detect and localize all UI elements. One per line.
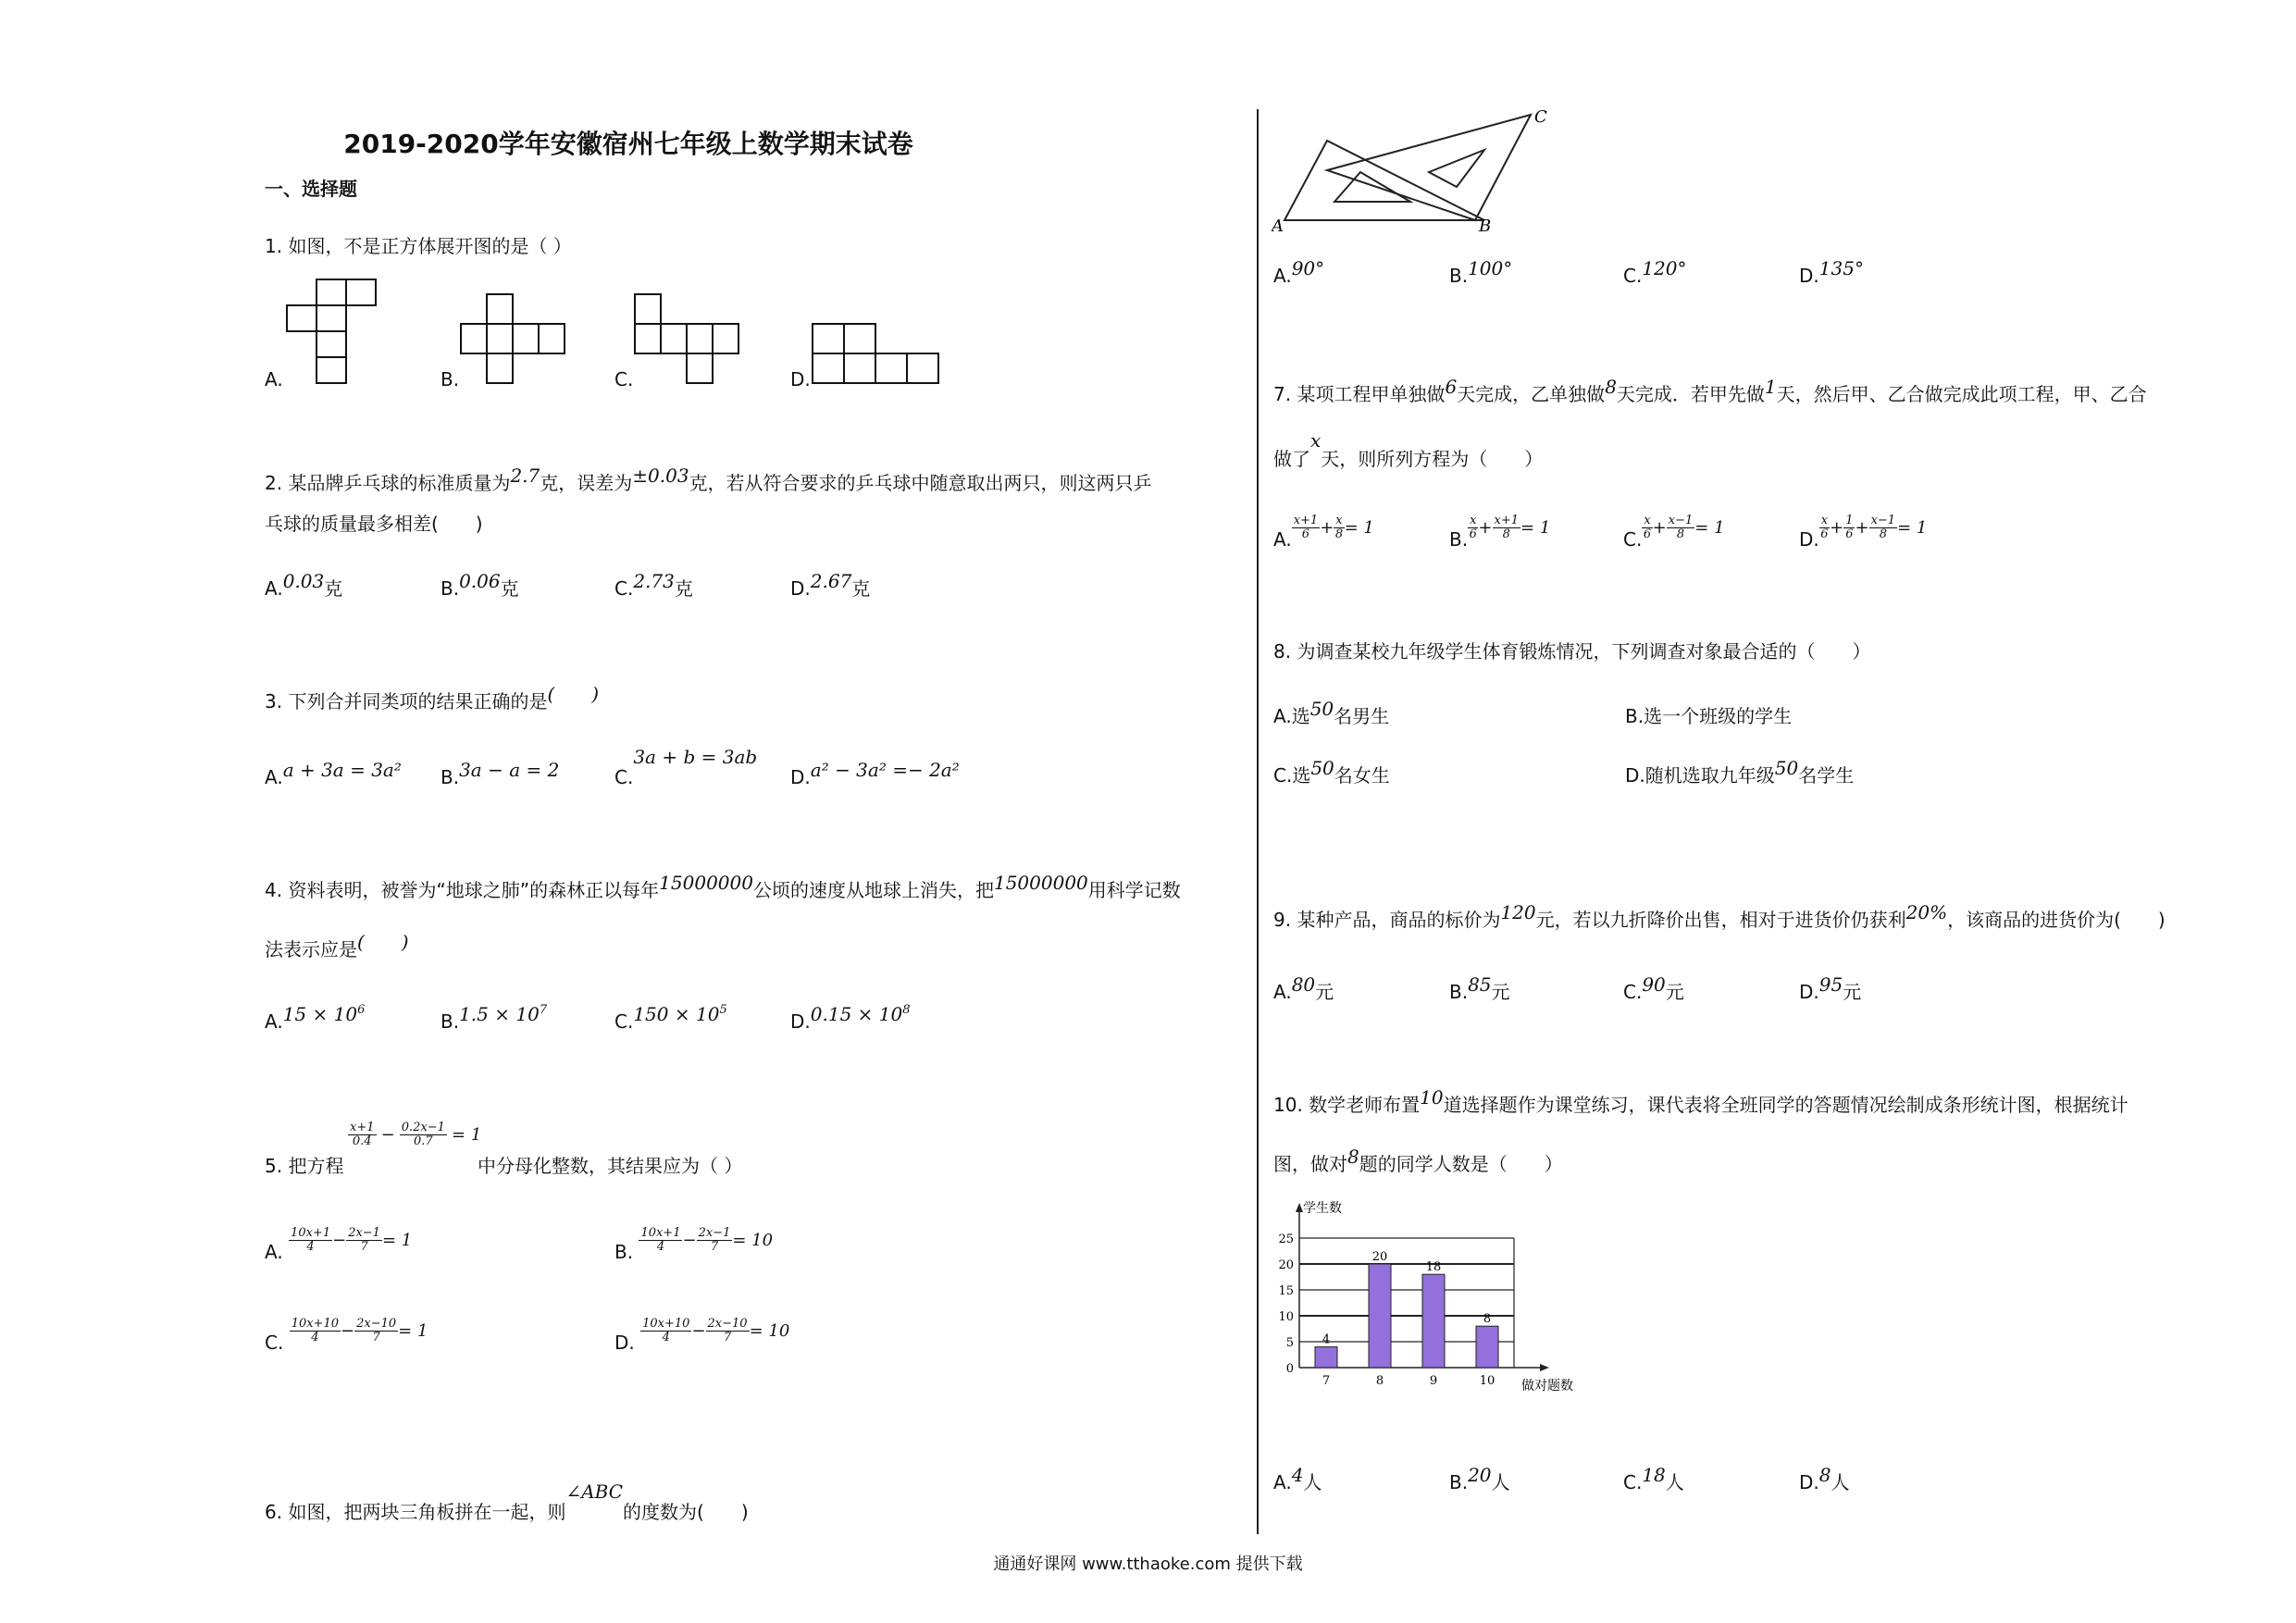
q2-option-d[interactable]: D.2.67克	[790, 570, 871, 600]
q8-option-c[interactable]: C.选50名女生	[1273, 757, 1390, 787]
y-tick-label: 15	[1278, 1284, 1294, 1298]
q5-option-c[interactable]: C. $\frac{10x+10}{4}$ − $\frac{2x-10}{7}$ = 1	[265, 1317, 428, 1354]
q9-option-c[interactable]: C.90元	[1623, 973, 1684, 1003]
y-tick-label: 25	[1278, 1233, 1294, 1246]
q8-option-d[interactable]: D.随机选取九年级50名学生	[1625, 757, 1855, 787]
x-tick-label: 9	[1429, 1374, 1438, 1388]
q7-stem: 7. 某项工程甲单独做6天完成，乙单独做8天完成．若甲先做1天，然后甲、乙合做完成此项工程，甲、乙合	[1273, 376, 2147, 405]
q4-option-a[interactable]: $A.15 \times 10^6$	[265, 1003, 366, 1033]
q3-stem: 3. 下列合并同类项的结果正确的是( )	[265, 683, 600, 712]
x-axis-title: 做对题数	[1521, 1379, 1573, 1394]
q10-bar-chart	[1272, 1197, 1586, 1401]
bar	[1476, 1326, 1498, 1368]
y-axis-title: 学生数	[1303, 1201, 1342, 1216]
bar-value-label: 8	[1483, 1312, 1492, 1327]
q10-option-d[interactable]: D.8人	[1799, 1464, 1850, 1493]
q9-option-a[interactable]: A.80元	[1273, 973, 1334, 1003]
q7-stem-line2: 做了x天，则所列方程为（ ）	[1273, 429, 1544, 470]
x-tick-label: 10	[1479, 1374, 1496, 1388]
bar	[1422, 1274, 1445, 1368]
q8-stem: 8. 为调查某校九年级学生体育锻炼情况，下列调查对象最合适的（ ）	[1273, 640, 1871, 663]
column-divider	[1257, 109, 1259, 1534]
q6-label-b: B	[1479, 217, 1492, 236]
q5-stem-pre: 5. 把方程	[265, 1155, 344, 1177]
q9-option-d[interactable]: D.95元	[1799, 973, 1862, 1003]
q1-option-c[interactable]: C.	[614, 368, 634, 390]
q7-option-b[interactable]: B. $\frac{x}{6}$ + $\frac{x+1}{8}$ = 1	[1449, 514, 1551, 551]
bar-value-label: 18	[1425, 1260, 1442, 1275]
q3-option-a[interactable]: A.a + 3a = 3a²	[265, 759, 402, 788]
q2-stem: 2. 某品牌乒乓球的标准质量为2.7克，误差为±0.03克，若从符合要求的乒乓球中随意取出两只，则这两只乒	[265, 465, 1152, 494]
footer-text: 通通好课网 www.tthaoke.com 提供下载	[993, 1555, 1303, 1574]
q9-option-b[interactable]: B.85元	[1449, 973, 1510, 1003]
q6-label-a: A	[1272, 217, 1284, 236]
q8-option-a[interactable]: A.选50名男生	[1273, 698, 1390, 727]
q10-option-c[interactable]: C.18人	[1623, 1464, 1684, 1493]
q6-triangle-figure	[1272, 105, 1568, 237]
x-axis-arrow	[1540, 1364, 1549, 1371]
q5-option-d[interactable]: D. $\frac{10x+10}{4}$ − $\frac{2x-10}{7}$ = 10	[614, 1317, 790, 1354]
q7-option-d[interactable]: D. $\frac{x}{6}$ + $\frac{1}{6}$ + $\frac{x-1}{8}$ = 1	[1799, 514, 1928, 551]
x-tick-label: 8	[1375, 1374, 1384, 1388]
q3-option-c[interactable]: C.3a + b = 3ab	[614, 746, 758, 788]
q9-stem: 9. 某种产品，商品的标价为120元，若以九折降价出售，相对于进货价仍获利20%，该商品的进货价为( )	[1273, 901, 2166, 931]
q4-option-d[interactable]: $D.0.15 \times 10^8$	[790, 1003, 911, 1033]
y-tick-label: 5	[1285, 1336, 1294, 1350]
q2-option-b[interactable]: B.0.06克	[441, 570, 519, 600]
q6-option-b[interactable]: B.100°	[1449, 257, 1513, 287]
q1-stem: 1. 如图，不是正方体展开图的是（ ）	[265, 235, 572, 257]
q10-option-a[interactable]: A.4人	[1273, 1464, 1322, 1493]
q10-stem-line2: 图，做对8题的同学人数是（ ）	[1273, 1146, 1563, 1175]
q5-equation: $\frac{x+1}{0.4}$ − $\frac{0.2x-1}{0.7}$ = 1	[350, 1121, 482, 1148]
q6-stem: 6. 如图，把两块三角板拼在一起，则∠ABC的度数为( )	[265, 1481, 749, 1523]
q10-option-b[interactable]: B.20人	[1449, 1464, 1510, 1493]
q6-option-d[interactable]: D.135°	[1799, 257, 1864, 287]
q2-option-c[interactable]: C.2.73克	[614, 570, 693, 600]
q6-option-c[interactable]: C.120°	[1623, 257, 1687, 287]
page-title: 2019-2020学年安徽宿州七年级上数学期末试卷	[343, 129, 913, 159]
q2-stem-line2: 乓球的质量最多相差( )	[265, 513, 483, 535]
q7-option-c[interactable]: C. $\frac{x}{6}$ + $\frac{x-1}{8}$ = 1	[1623, 514, 1725, 551]
q6-option-a[interactable]: A.90°	[1273, 257, 1325, 287]
q10-stem: 10. 数学老师布置10道选择题作为课堂练习，课代表将全班同学的答题情况绘制成条形统计图，根据统计	[1273, 1086, 2128, 1116]
bar-value-label: 4	[1322, 1332, 1331, 1347]
q7-option-a[interactable]: A. $\frac{x+1}{6}$ + $\frac{x}{8}$ = 1	[1273, 514, 1374, 551]
y-axis-arrow	[1296, 1203, 1303, 1212]
q4-stem-line2: 法表示应是( )	[265, 931, 409, 960]
section-heading: 一、选择题	[265, 178, 357, 200]
bar	[1315, 1347, 1337, 1368]
q5-option-a[interactable]: A. $\frac{10x+1}{4}$ − $\frac{2x-1}{7}$ = 1	[265, 1226, 413, 1263]
y-tick-label: 0	[1285, 1362, 1294, 1376]
q1-option-a[interactable]: A.	[265, 368, 283, 390]
q1-option-b[interactable]: B.	[441, 368, 460, 390]
q1-option-d[interactable]: D.	[790, 368, 811, 390]
q4-option-b[interactable]: $B.1.5 \times 10^7$	[441, 1003, 548, 1033]
bar	[1369, 1264, 1391, 1368]
q2-option-a[interactable]: A.0.03克	[265, 570, 343, 600]
q6-label-c: C	[1534, 107, 1547, 127]
q8-option-b[interactable]: B.选一个班级的学生	[1625, 705, 1793, 727]
q3-option-b[interactable]: B.3a − a = 2	[441, 759, 560, 788]
x-tick-label: 7	[1322, 1374, 1331, 1388]
q3-option-d[interactable]: D.a² − 3a² =− 2a²	[790, 759, 960, 788]
q4-option-c[interactable]: $C.150 \times 10^5$	[614, 1003, 727, 1033]
q5-option-b[interactable]: B. $\frac{10x+1}{4}$ − $\frac{2x-1}{7}$ = 10	[614, 1226, 774, 1263]
bar-value-label: 20	[1371, 1250, 1388, 1264]
q4-stem: 4. 资料表明，被誉为“地球之肺”的森林正以每年15000000公顷的速度从地球上消失，把15000000用科学记数	[265, 872, 1181, 901]
q5-stem-post: 中分母化整数，其结果应为（ ）	[478, 1155, 743, 1177]
y-tick-label: 20	[1278, 1258, 1294, 1272]
y-tick-label: 10	[1278, 1310, 1294, 1324]
